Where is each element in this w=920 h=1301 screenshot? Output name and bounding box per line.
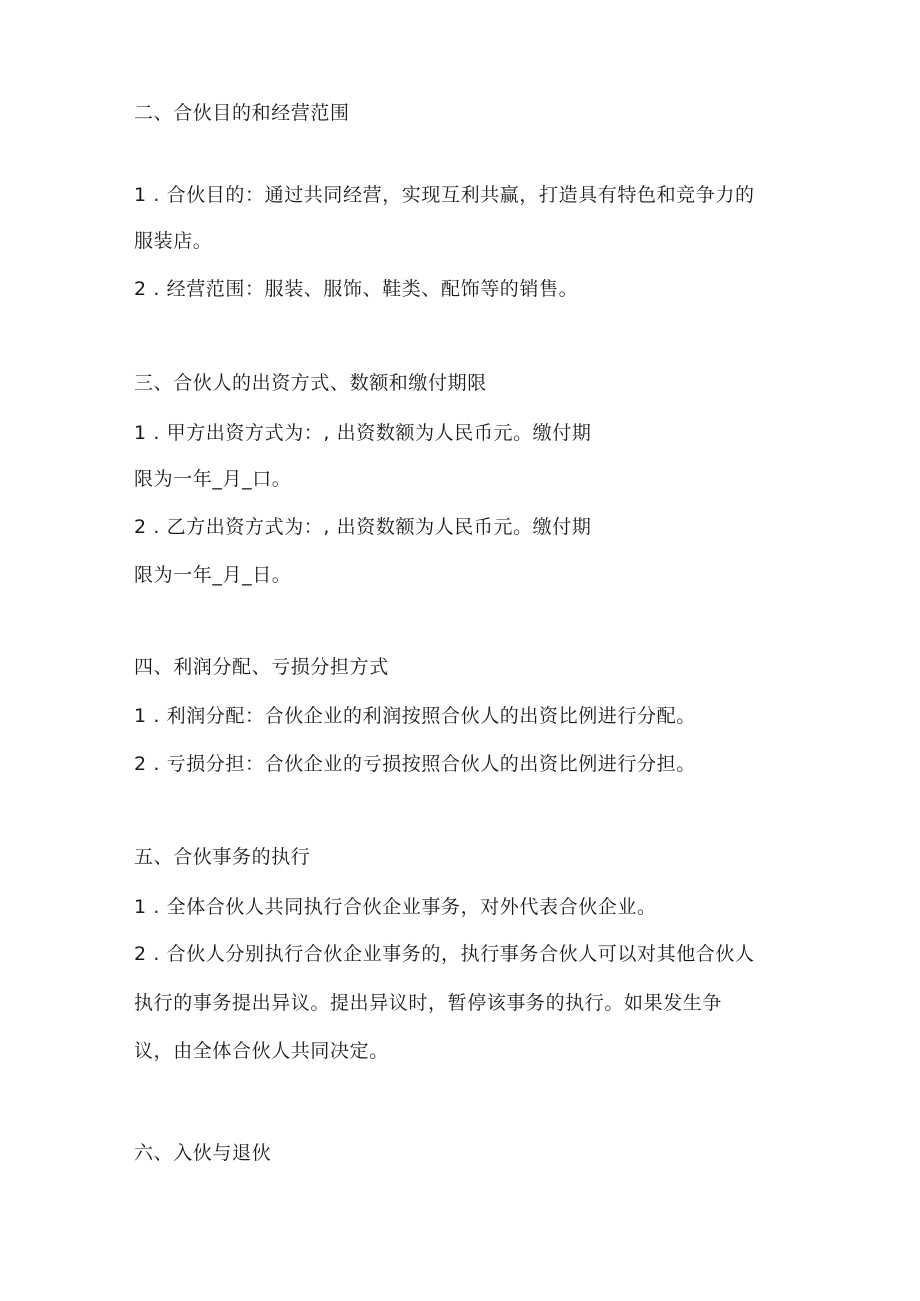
paragraph-line: 2 . 合伙人分别执行合伙企业事务的，执行事务合伙人可以对其他合伙人 <box>134 943 755 965</box>
paragraph-line: 执行的事务提出异议。提出异议时，暂停该事务的执行。如果发生争 <box>134 992 723 1014</box>
paragraph-line: 2 . 乙方出资方式为：, 出资数额为人民币元。缴付期 <box>134 516 592 538</box>
paragraph-line: 服装店。 <box>134 230 213 252</box>
paragraph-line: 2 . 亏损分担：合伙企业的亏损按照合伙人的出资比例进行分担。 <box>134 753 696 775</box>
paragraph-line: 2 . 经营范围：服装、服饰、鞋类、配饰等的销售。 <box>134 278 579 300</box>
section-heading-6: 六、入伙与退伙 <box>134 1142 272 1164</box>
paragraph-line: 1 . 合伙目的：通过共同经营，实现互利共赢，打造具有特色和竞争力的 <box>134 184 755 206</box>
section-heading-2: 二、合伙目的和经营范围 <box>134 102 350 124</box>
paragraph-line: 1 . 全体合伙人共同执行合伙企业事务，对外代表合伙企业。 <box>134 896 657 918</box>
paragraph-line: 1 . 甲方出资方式为：, 出资数额为人民币元。缴付期 <box>134 422 592 444</box>
section-heading-4: 四、利润分配、亏损分担方式 <box>134 656 389 678</box>
section-heading-5: 五、合伙事务的执行 <box>134 846 311 868</box>
section-heading-3: 三、合伙人的出资方式、数额和缴付期限 <box>134 372 487 394</box>
paragraph-line: 限为一年_月_日。 <box>134 564 292 586</box>
paragraph-line: 限为一年_月_口。 <box>134 468 292 490</box>
paragraph-line: 议，由全体合伙人共同决定。 <box>134 1040 389 1062</box>
paragraph-line: 1 . 利润分配：合伙企业的利润按照合伙人的出资比例进行分配。 <box>134 705 696 727</box>
